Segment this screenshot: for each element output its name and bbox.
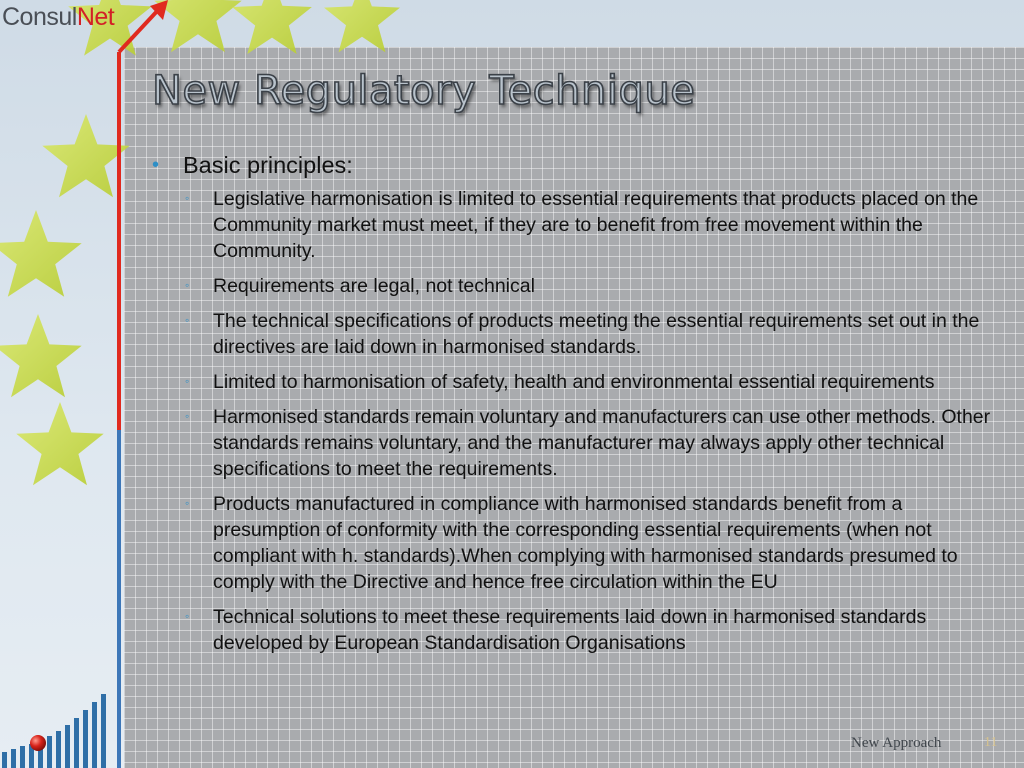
star-icon bbox=[0, 210, 82, 297]
hollow-bullet-icon: ◦ bbox=[185, 496, 190, 510]
principle-item bbox=[152, 369, 1007, 395]
star-icon bbox=[154, 0, 241, 52]
principle-item bbox=[152, 604, 1007, 656]
principle-text: Harmonised standards remain voluntary and manufacturers can use other methods. Other standards remains voluntary, and the manufacturer may always apply other technical specifications to meet the requirements. bbox=[213, 406, 991, 480]
principle-item bbox=[152, 308, 1007, 360]
consulnet-logo bbox=[2, 2, 114, 32]
logo-text-consul: Consul bbox=[2, 3, 77, 31]
principle-text: Technical solutions to meet these requirements laid down in harmonised standards developed by European Standardisation Organisations bbox=[213, 606, 927, 654]
star-icon bbox=[232, 0, 312, 54]
growth-bars-icon bbox=[2, 694, 106, 768]
red-ball-icon bbox=[30, 735, 46, 751]
hollow-bullet-icon: ◦ bbox=[185, 278, 190, 292]
slide-title: New Regulatory Technique bbox=[152, 68, 696, 114]
principle-item bbox=[152, 273, 1007, 299]
principle-text: Requirements are legal, not technical bbox=[213, 275, 535, 297]
slide-number: 11 bbox=[984, 735, 998, 750]
bullet-level1 bbox=[152, 150, 1007, 180]
logo-text-net: Net bbox=[76, 3, 115, 31]
principles-list bbox=[152, 186, 1007, 656]
hollow-bullet-icon: ◦ bbox=[185, 313, 190, 327]
hollow-bullet-icon: ◦ bbox=[185, 409, 190, 423]
principle-text: Products manufactured in compliance with harmonised standards benefit from a presumption of conformity with the corresponding essential requirements (when not compliant with h. standards).When complying with harmonised standards presumed to comply with the Directive and hence free circulation within the EU bbox=[213, 493, 958, 593]
star-icon bbox=[16, 402, 103, 485]
hollow-bullet-icon: ◦ bbox=[185, 374, 190, 388]
star-icon bbox=[324, 0, 400, 52]
principle-item bbox=[152, 491, 1007, 595]
principle-text: Legislative harmonisation is limited to essential requirements that products placed on the Community market must meet, if they are to benefit from free movement within the Community. bbox=[213, 188, 979, 262]
star-icon bbox=[0, 314, 82, 397]
star-icon bbox=[42, 114, 129, 197]
hollow-bullet-icon: ◦ bbox=[185, 609, 190, 623]
principle-text: Limited to harmonisation of safety, health and environmental essential requirements bbox=[213, 371, 935, 393]
basic-principles-heading: Basic principles: bbox=[183, 152, 353, 178]
slide-content bbox=[152, 150, 1007, 665]
bullet-dot-icon: • bbox=[152, 154, 160, 176]
principle-text: The technical specifications of products meeting the essential requirements set out in the directives are laid down in harmonised standards. bbox=[213, 310, 980, 358]
footer-label: New Approach bbox=[851, 735, 942, 751]
hollow-bullet-icon: ◦ bbox=[185, 191, 190, 205]
principle-item bbox=[152, 404, 1007, 482]
principle-item bbox=[152, 186, 1007, 264]
